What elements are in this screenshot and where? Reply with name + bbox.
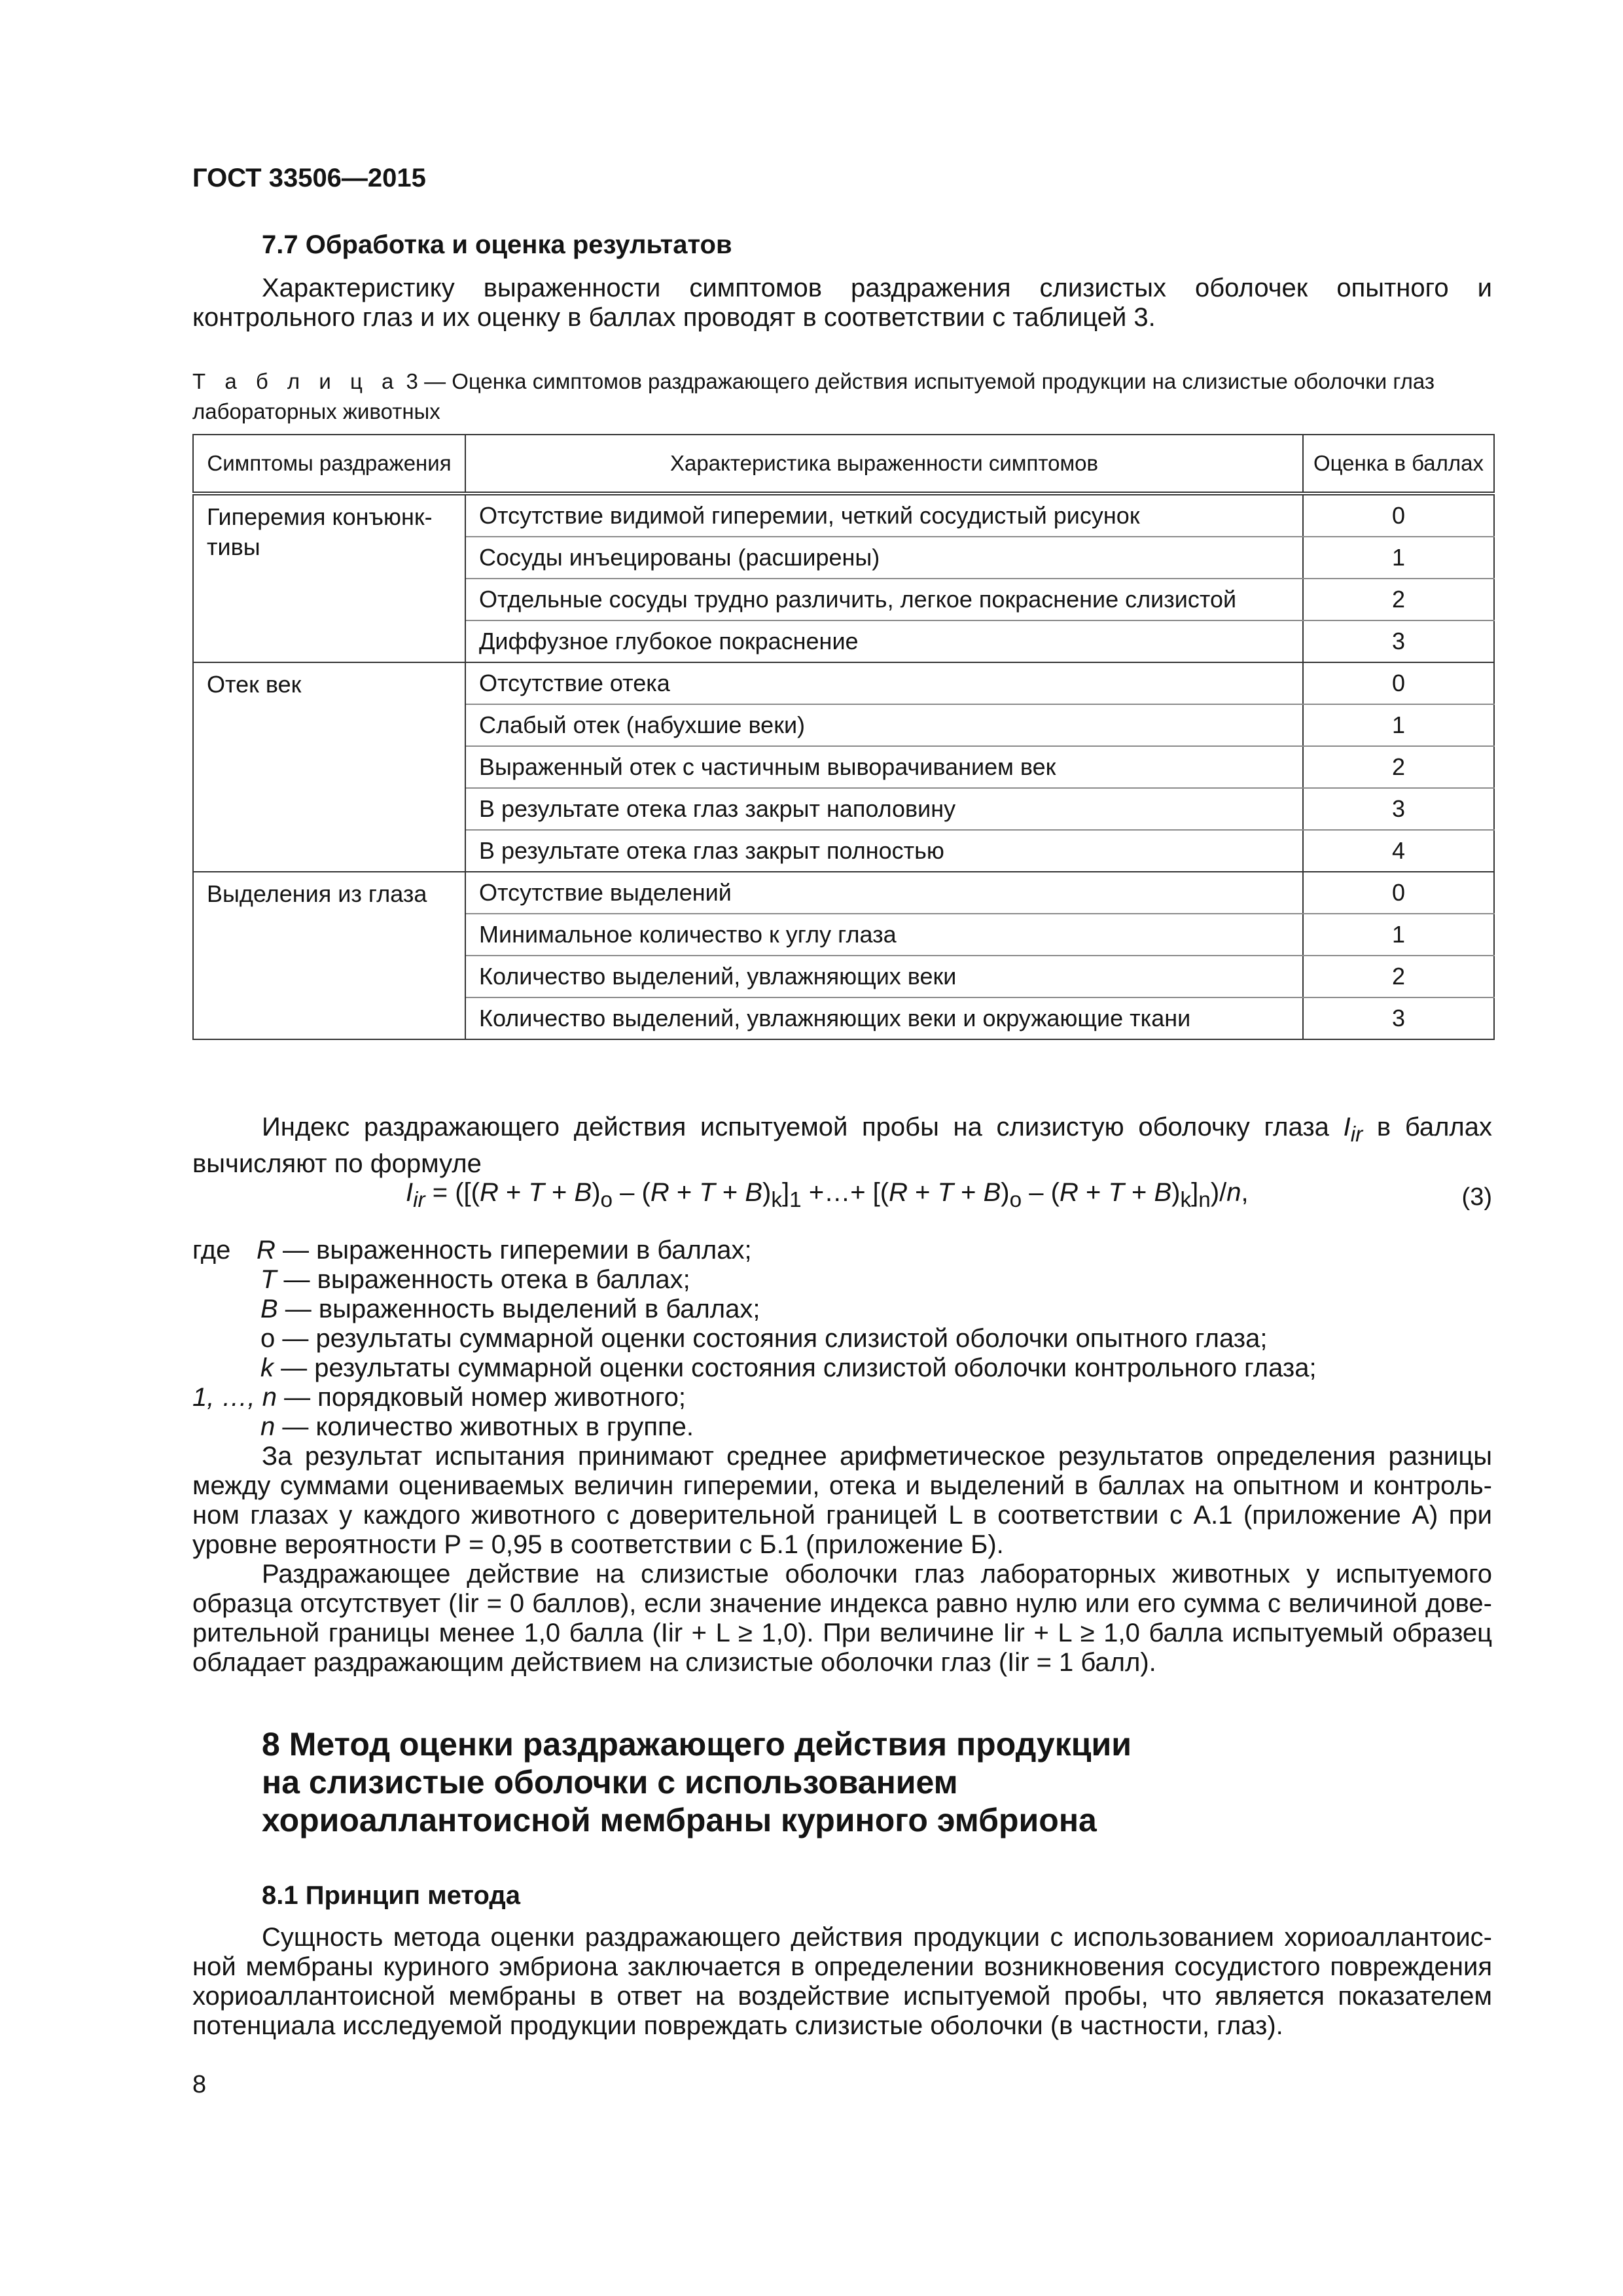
where-item-b: B — выраженность выделений в баллах; [260, 1295, 760, 1323]
formula-number: (3) [1461, 1183, 1492, 1211]
row-score: 4 [1303, 830, 1494, 872]
where-item-o: о — результаты суммарной оценки состояния слизистой оболочки опытного глаза; [260, 1324, 1268, 1353]
row-description: Количество выделений, увлажняющих веки [465, 956, 1303, 997]
where-item-t: T — выраженность отека в баллах; [260, 1265, 690, 1294]
table-3 [192, 434, 1495, 1040]
row-score: 1 [1303, 537, 1494, 579]
table-caption-text: 3 — Оценка симптомов раздражающего действия испытуемой продукции на слизистые оболочки глаз лабораторных животных [192, 369, 1435, 423]
row-description: Отсутствие выделений [465, 872, 1303, 914]
table-header-symptoms: Симптомы раздражения [193, 435, 465, 493]
index-text-after: в баллах вычисляют по формуле [192, 1113, 1493, 1178]
index-symbol: $I_{ir}$ [1343, 1113, 1363, 1147]
row-score: 1 [1303, 704, 1494, 746]
symptom-eye-discharge [193, 872, 465, 1039]
row-description: Количество выделений, увлажняющих веки и окружающие ткани [465, 997, 1303, 1039]
row-description: Отсутствие отека [465, 662, 1303, 704]
symptom-eyelid-edema [193, 662, 465, 872]
table-caption-prefix: Т а б л и ц а [192, 369, 401, 393]
table-row [193, 493, 1494, 537]
where-item-k: k — результаты суммарной оценки состояния слизистой оболочки контрольного глаза; [260, 1354, 1317, 1382]
result-paragraph: За результат испытания принимают среднее арифметическое результатов определения разницы между суммами оцениваемых величин гиперемии, отека и выделений в баллах на опытном и контроль-ном глазах у каждого животного с доверительной границей L в соответствии с А.1 (приложение А) при уровне вероятности Р = 0,95 в соответствии с Б.1 (приложение Б). [192, 1442, 1492, 1559]
row-score: 3 [1303, 788, 1494, 830]
where-item-n: n — количество животных в группе. [260, 1412, 694, 1441]
table-header-description: Характеристика выраженности симптомов [465, 435, 1303, 493]
row-score: 1 [1303, 914, 1494, 956]
page-number: 8 [192, 2071, 207, 2098]
row-score: 2 [1303, 956, 1494, 997]
row-description: В результате отека глаз закрыт полностью [465, 830, 1303, 872]
section-8-heading-line2: на слизистые оболочки с использованием [262, 1764, 958, 1801]
table-row [193, 662, 1494, 704]
document-id: ГОСТ 33506—2015 [192, 164, 426, 192]
section-7-7-text: Характеристику выраженности симптомов раздражения слизистых оболочек опытного и контрольного глаз и их оценку в баллах проводят в соответствии с таблицей 3. [192, 274, 1492, 332]
section-8-heading [262, 1725, 1132, 1839]
row-score: 3 [1303, 620, 1494, 662]
irritation-paragraph: Раздражающее действие на слизистые оболочки глаз лабораторных животных у испытуемого образца отсутствует (Iir = 0 баллов), если значение индекса равно нулю или его сумма с величиной дове-рительной границы менее 1,0 балла (Iir + L ≥ 1,0). При величине Iir + L ≥ 1,0 балла испытуемый образец обладает раздражающим действием на слизистые оболочки глаз (Iir = 1 балл). [192, 1560, 1492, 1677]
row-score: 2 [1303, 579, 1494, 620]
row-description: Сосуды инъецированы (расширены) [465, 537, 1303, 579]
row-score: 0 [1303, 872, 1494, 914]
row-description: Отсутствие видимой гиперемии, четкий сосудистый рисунок [465, 493, 1303, 537]
table-header-score: Оценка в баллах [1303, 435, 1494, 493]
row-description: Минимальное количество к углу глаза [465, 914, 1303, 956]
table-row [193, 872, 1494, 914]
index-paragraph [192, 1113, 1492, 1179]
section-8-1-heading: 8.1 Принцип метода [262, 1881, 521, 1910]
row-description: Диффузное глубокое покраснение [465, 620, 1303, 662]
row-description: В результате отека глаз закрыт наполовину [465, 788, 1303, 830]
section-7-7-heading: 7.7 Обработка и оценка результатов [262, 230, 732, 259]
where-item-index: 1, …, n — порядковый номер животного; [192, 1383, 686, 1412]
section-8-heading-line1: 8 Метод оценки раздражающего действия продукции [262, 1726, 1132, 1763]
row-score: 2 [1303, 746, 1494, 788]
row-score: 3 [1303, 997, 1494, 1039]
symptom-label: Выделения из глаза [207, 880, 427, 907]
formula-3: $I_{ir} = ([(R + T + B)_о - (R + T + B)_k]_1$ +…+ $[(R + T + B)_о - (R + T + B)_k]_n)/n$, [406, 1178, 1249, 1212]
row-description: Выраженный отек с частичным выворачиванием век [465, 746, 1303, 788]
table-header-row [193, 435, 1494, 493]
row-description: Слабый отек (набухшие веки) [465, 704, 1303, 746]
index-text-before: Индекс раздражающего действия испытуемой пробы на слизистую оболочку глаза [262, 1113, 1344, 1141]
row-score: 0 [1303, 493, 1494, 537]
symptom-hyperemia [193, 493, 465, 662]
section-8-heading-line3: хориоаллантоисной мембраны куриного эмбриона [262, 1802, 1097, 1839]
section-8-1-text: Сущность метода оценки раздражающего действия продукции с использованием хориоаллантоис-ной мембраны куриного эмбриона заключается в определении возникновения сосудистого повреждения хориоаллантоисной мембраны в ответ на воздействие испытуемой пробы, что является показателем потенциала исследуемой продукции повреждать слизистые оболочки (в частности, глаз). [192, 1923, 1492, 2040]
row-description: Отдельные сосуды трудно различить, легкое покраснение слизистой [465, 579, 1303, 620]
symptom-label: Отек век [207, 671, 302, 698]
symptom-label: Гиперемия конъюнк-тивы [207, 503, 433, 560]
where-intro: где [192, 1236, 231, 1265]
table-3-caption [192, 367, 1492, 427]
row-score: 0 [1303, 662, 1494, 704]
where-item-r: R — выраженность гиперемии в баллах; [257, 1236, 752, 1265]
